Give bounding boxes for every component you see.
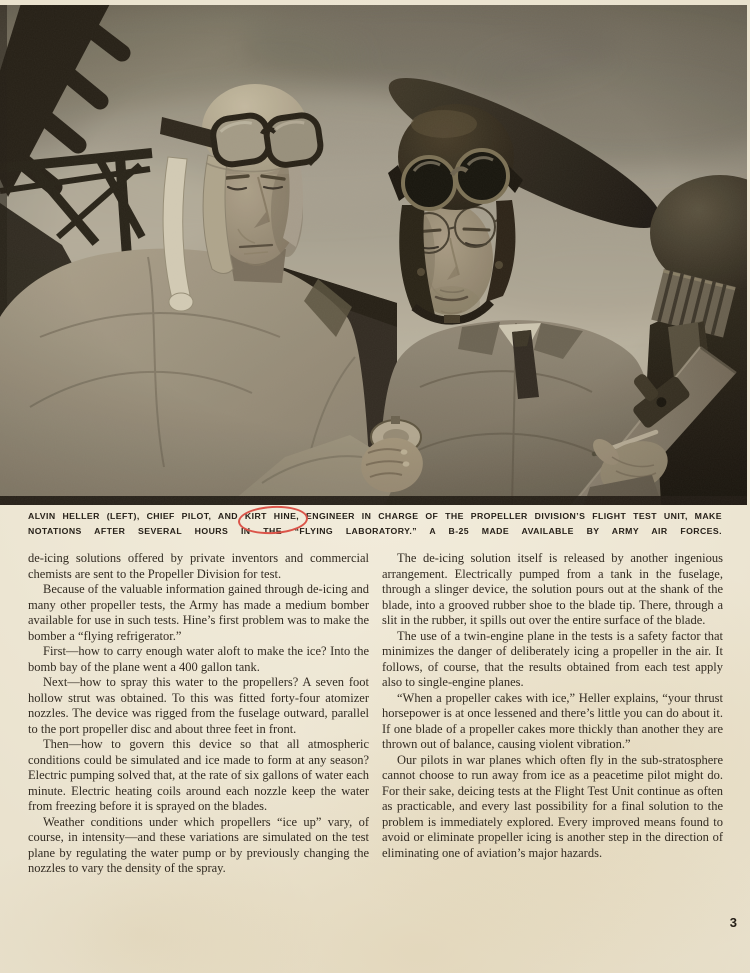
body-paragraph: First—how to carry enough water aloft to make the ice? Into the bomb bay of the plane went a 400 gallon tank. — [28, 644, 369, 674]
body-paragraph: Our pilots in war planes which often fly in the sub-stratosphere cannot choose to run away from ice as a peacetime pilot might do. For their sake, deicing tests at the Flight Test Unit continue as often as practicable, and every last possibility for a final solution to the problem is immediately explored. Every improved means found to avoid or eliminate propeller icing is another step in the direction of eliminating one of aviation’s major hazards. — [382, 752, 723, 860]
article-body — [28, 551, 723, 877]
photo-caption — [28, 509, 722, 538]
body-paragraph: The use of a twin-engine plane in the tests is a safety factor that minimizes the danger of deliberately icing a propeller in the air. It follows, of course, that the results obtained from each test apply also to single-engine planes. — [382, 628, 723, 689]
body-paragraph: de-icing solutions offered by private inventors and commercial chemists are sent to the Propeller Division for test. — [28, 551, 369, 581]
body-paragraph: The de-icing solution itself is released by another ingenious arrangement. Electrically pumped from a tank in the fuselage, through a slinger device, the solution pours out at the shank of the blade, into a grooved rubber shoe to the blade tip. There, through a slit in the rubber, it spills out over the entire surface of the blade. — [382, 551, 723, 627]
caption-line1-post: ENGINEER IN CHARGE OF THE PROPELLER DIVISION’S FLIGHT TEST UNIT, MAKE — [299, 511, 722, 521]
right-column — [382, 551, 723, 877]
body-paragraph: Because of the valuable information gained through de-icing and many other propeller tests, the Army has made a medium bomber available for use in such tests. Hine’s first problem was to make the bomber a “flying refrigerator.” — [28, 582, 369, 643]
left-column — [28, 551, 369, 877]
body-paragraph: Next—how to spray this water to the propellers? A seven foot hollow strut was obtained. To this was fitted forty-four atomizer nozzles. The device was rigged from the fuselage outward, parallel to the port propeller disc and about three feet in front. — [28, 675, 369, 736]
body-paragraph: Weather conditions under which propellers “ice up” vary, of course, in intensity—and these variations are simulated on the test plane by regulating the water pump or by previously changing the nozzles to vary the density of the spray. — [28, 814, 369, 875]
grain-overlay — [0, 5, 747, 505]
caption-line-1 — [28, 509, 722, 524]
body-paragraph: Then—how to govern this device so that all atmospheric conditions could be simulated and ice made to form at any season? Electric pumping solved that, at the rate of six gallons of water each minute. Electric heating coils around each nozzle keep the water from freezing before it is sprayed on the blades. — [28, 737, 369, 813]
caption-line1-pre: ALVIN HELLER (LEFT), CHIEF PILOT, AND — [28, 511, 245, 521]
page-number: 3 — [729, 915, 737, 930]
caption-line-2: NOTATIONS AFTER SEVERAL HOURS IN THE “FLYING LABORATORY.” A B-25 MADE AVAILABLE BY ARMY AIR FORCES. — [28, 525, 722, 536]
red-circle-annotation: KIRT HINE, — [244, 511, 300, 521]
photo-flight-test-crew — [0, 5, 747, 505]
body-paragraph: “When a propeller cakes with ice,” Heller explains, “your thrust horsepower is at once lessened and there’s little you can do about it. If one blade of a propeller cakes more thickly than another they are thrown out of balance, causing violent vibration.” — [382, 690, 723, 751]
